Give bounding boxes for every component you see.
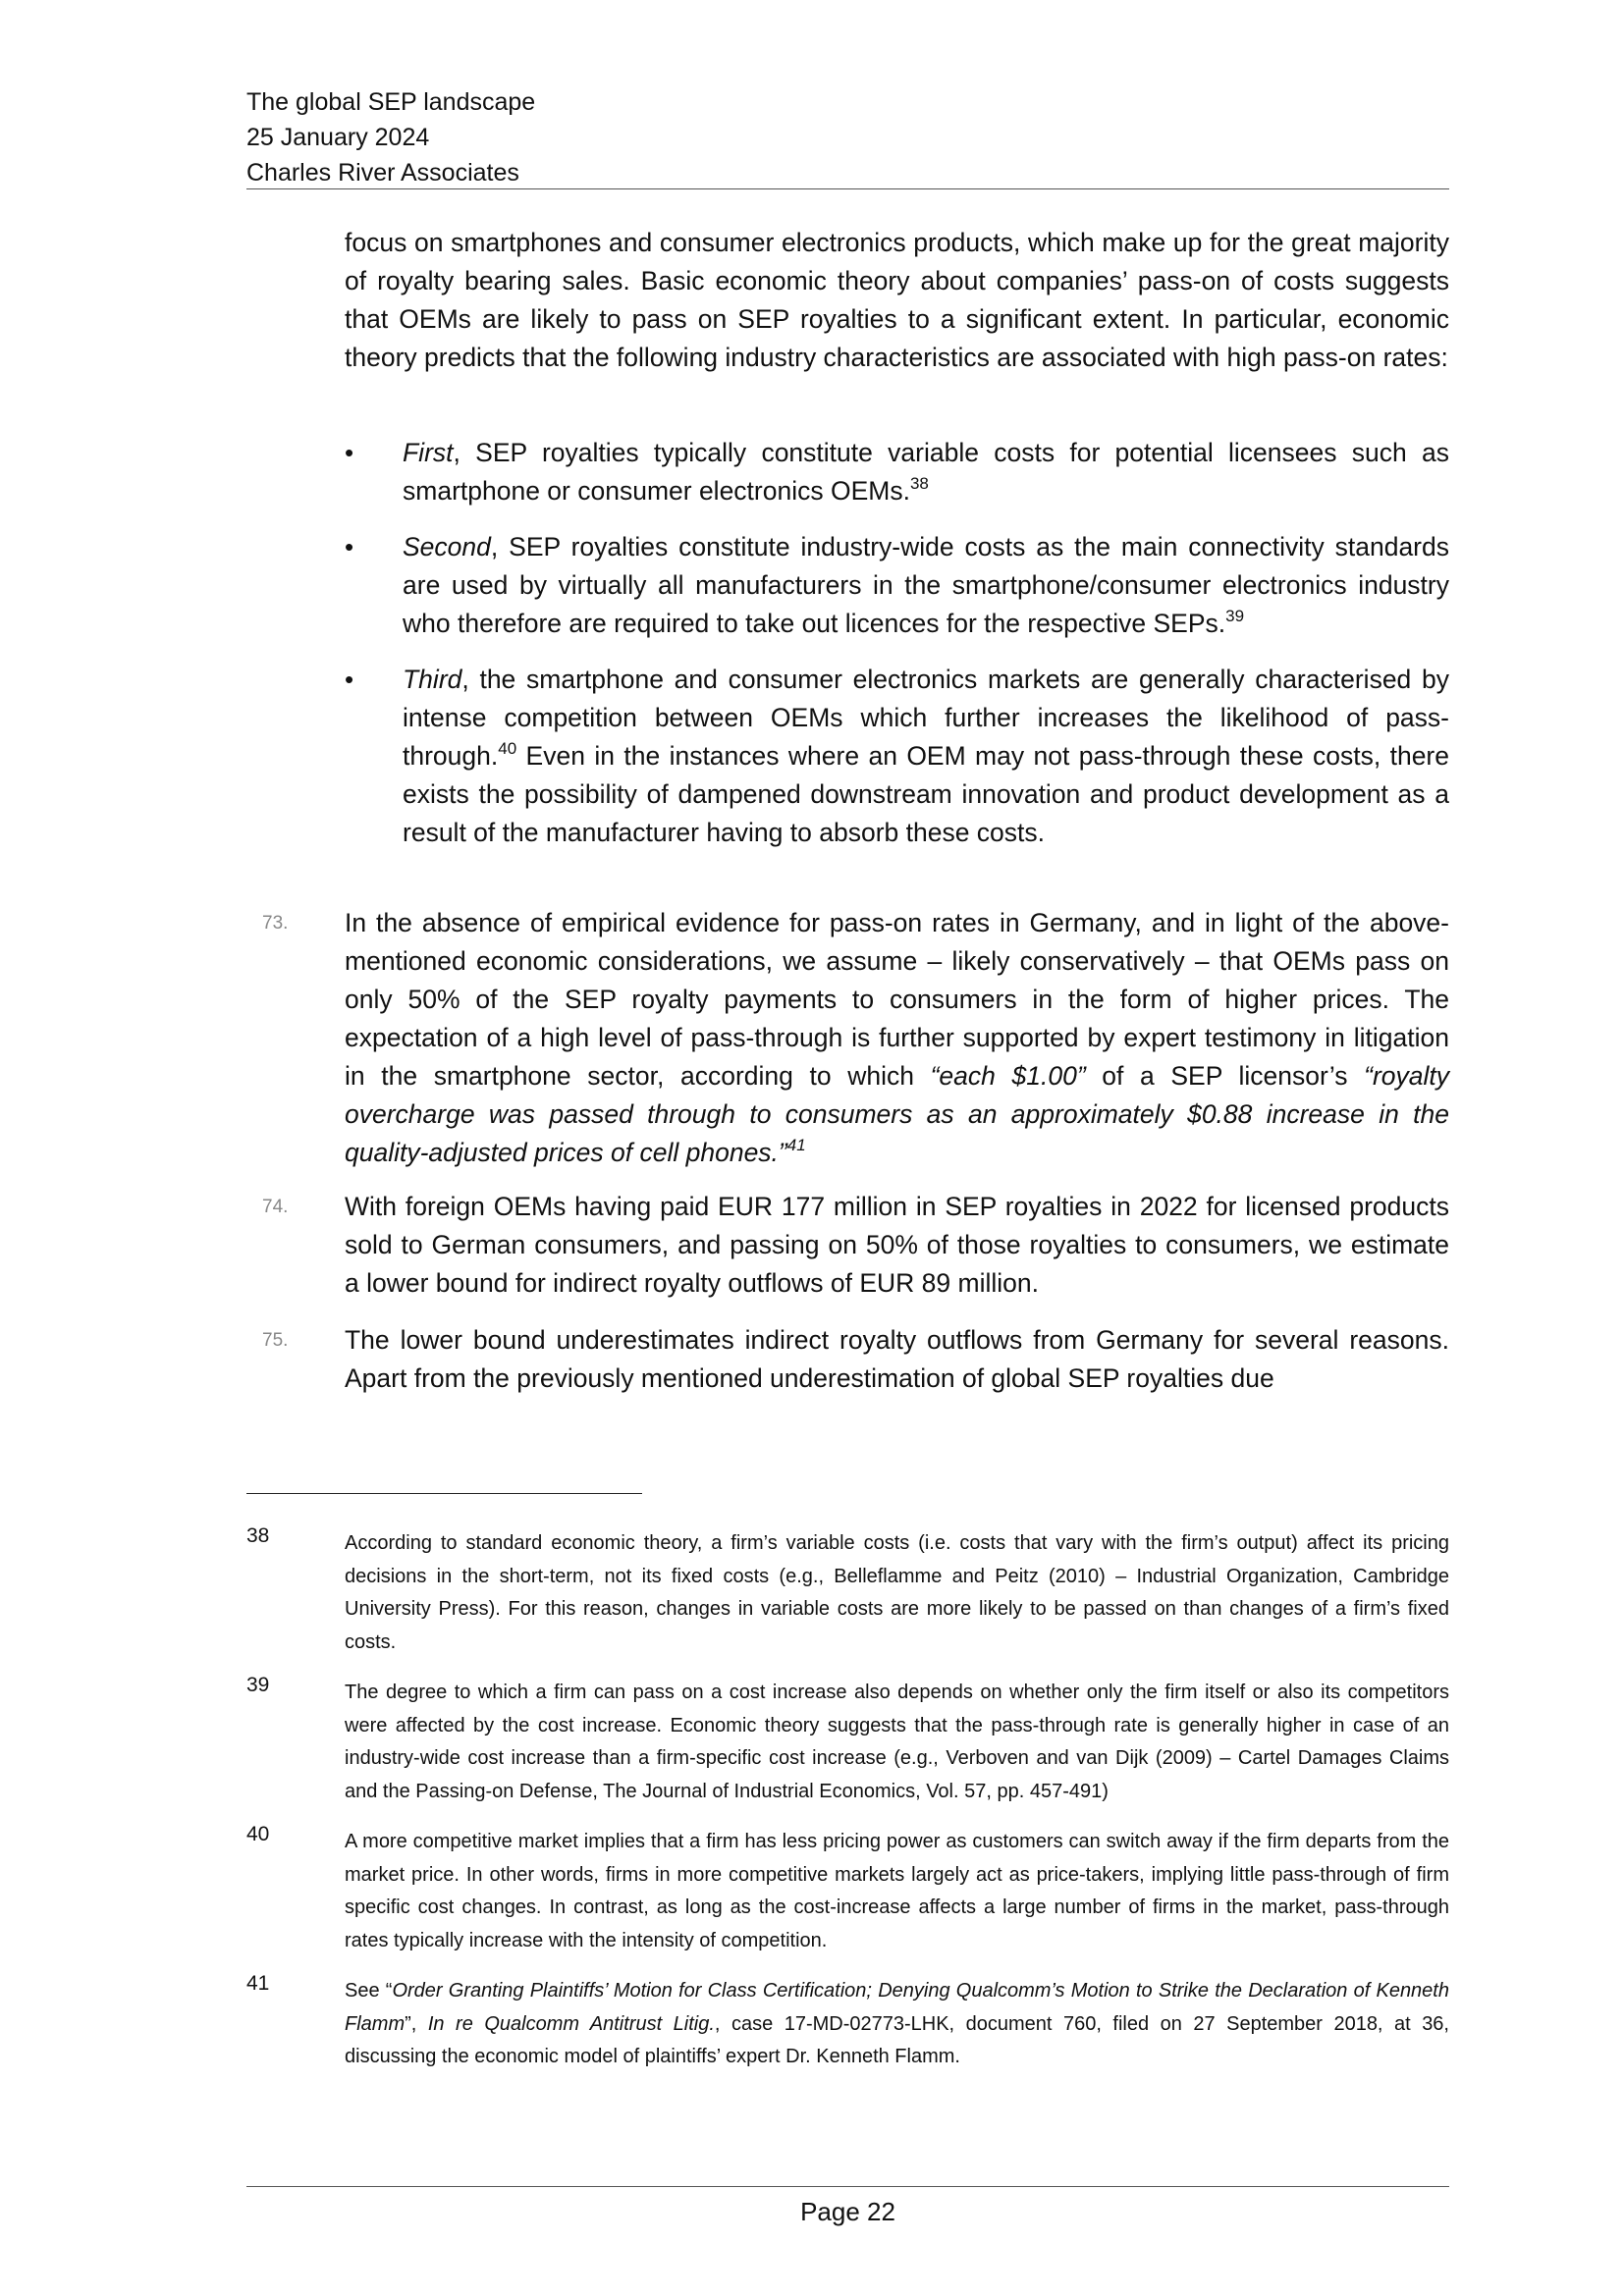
- footnote-text: According to standard economic theory, a firm’s variable costs (i.e. costs that vary with the firm’s output) affect its pricing decisions in the short-term, not its fixed costs (e.g., Belleflamme and Peitz (2010) – Industrial Organization, Cambridge University Press). For this reason, changes in variable costs are more likely to be passed on than changes of a firm’s fixed costs.: [345, 1532, 1449, 1653]
- paragraph-number: 73.: [262, 913, 289, 934]
- header-organization: Charles River Associates: [246, 159, 519, 187]
- paragraph-text: [345, 904, 1449, 1172]
- quote-each-dollar: “each $1.00”: [930, 1061, 1086, 1091]
- quote-overcharge: “royalty overcharge was passed through to consumers as an approximately $0.88 increase in the quality-adjusted prices of cell phones.”: [345, 1061, 1450, 1167]
- bullet-text: , SEP royalties constitute industry-wide costs as the main connectivity standards are used by virtually all manufacturers in the smartphone/consumer electronics industry who therefore are required to take out licences for the respective SEPs.: [403, 532, 1449, 638]
- footnote-separator: [246, 1493, 642, 1494]
- footer-divider: [246, 2186, 1449, 2187]
- header-divider: [246, 188, 1449, 189]
- bullet-text: , the smartphone and consumer electronics markets are generally characterised by intense competition between OEMs which further increases the likelihood of pass-through.: [403, 665, 1449, 771]
- footnote-ref[interactable]: 40: [498, 739, 517, 758]
- paragraph-text: With foreign OEMs having paid EUR 177 million in SEP royalties in 2022 for licensed products sold to German consumers, and passing on 50% of those royalties to consumers, we estimate a lower bound for indirect royalty outflows of EUR 89 million.: [345, 1192, 1449, 1298]
- bullet-lead: Third: [403, 665, 462, 694]
- numbered-paragraph-75: [246, 1321, 1449, 1398]
- footnote-text: A more competitive market implies that a firm has less pricing power as customers can switch away if the firm departs from the market price. In other words, firms in more competitive markets largely act as price-takers, implying little pass-through of firm specific cost changes. In contrast, as long as the cost-increase affects a large number of firms in the market, pass-through rates typically increase with the intensity of competition.: [345, 1831, 1449, 1951]
- footnote-ref[interactable]: 39: [1225, 607, 1245, 625]
- header-report-title: The global SEP landscape: [246, 88, 536, 116]
- page-header: [246, 84, 1449, 190]
- bullet-lead: First: [403, 438, 454, 467]
- header-date: 25 January 2024: [246, 124, 430, 151]
- footnote-41: [246, 1972, 1449, 2074]
- paragraph-number: 75.: [262, 1330, 289, 1351]
- paragraph-text: The lower bound underestimates indirect royalty outflows from Germany for several reasons. Apart from the previously mentioned underestimation of global SEP royalties due: [345, 1325, 1449, 1393]
- intro-text: focus on smartphones and consumer electronics products, which make up for the great majority of royalty bearing sales. Basic economic theory about companies’ pass-on of costs suggests that OEMs are likely to pass on SEP royalties to a significant extent. In particular, economic theory predicts that the following industry characteristics are associated with high pass-on rates:: [345, 228, 1449, 372]
- footnote-39: [246, 1674, 1449, 1808]
- footnote-ref[interactable]: 41: [786, 1136, 806, 1154]
- bullet-item: [345, 528, 1449, 643]
- bullet-dot-icon: •: [345, 665, 354, 694]
- footnote-mid: ”,: [405, 2012, 428, 2035]
- intro-paragraph: [345, 224, 1449, 377]
- footnote-ref[interactable]: 38: [909, 474, 929, 493]
- footnote-pre: See “: [345, 1980, 393, 2002]
- footnote-number: 41: [246, 1972, 270, 1995]
- page-number: Page 22: [800, 2197, 895, 2226]
- paragraph-mid: of a SEP licensor’s: [1085, 1061, 1365, 1091]
- footnote-text: [345, 1975, 1449, 2074]
- footnote-38: [246, 1524, 1449, 1659]
- footnote-number: 38: [246, 1524, 270, 1547]
- footnote-post: , case 17-MD-02773-LHK, document 760, filed on 27 September 2018, at 36, discussing the economic model of plaintiffs’ expert Dr. Kenneth Flamm.: [345, 2012, 1449, 2067]
- paragraph-number: 74.: [262, 1197, 289, 1217]
- bullet-dot-icon: •: [345, 438, 354, 467]
- footnote-order-title: Order Granting Plaintiffs’ Motion for Class Certification; Denying Qualcomm’s Motion to Strike the Declaration of Kenneth Flamm: [345, 1980, 1449, 2035]
- footnote-number: 40: [246, 1823, 270, 1845]
- footnote-40: [246, 1823, 1449, 1957]
- bullet-item: [345, 434, 1449, 510]
- bullet-lead: Second: [403, 532, 491, 561]
- bullet-list: [345, 434, 1449, 870]
- numbered-paragraph-74: [246, 1188, 1449, 1303]
- bullet-dot-icon: •: [345, 532, 354, 561]
- footnote-text: The degree to which a firm can pass on a cost increase also depends on whether only the firm itself or also its competitors were affected by the cost increase. Economic theory suggests that the pass-through rate is generally higher in case of an industry-wide cost increase than a firm-specific cost increase (e.g., Verboven and van Dijk (2009) – Cartel Damages Claims and the Passing-on Defense, The Journal of Industrial Economics, Vol. 57, pp. 457-491): [345, 1682, 1449, 1802]
- bullet-text: , SEP royalties typically constitute variable costs for potential licensees such as smartphone or consumer electronics OEMs.: [403, 438, 1449, 506]
- bullet-text-continued: Even in the instances where an OEM may not pass-through these costs, there exists the possibility of dampened downstream innovation and product development as a result of the manufacturer having to absorb these costs.: [403, 741, 1449, 847]
- bullet-item: [345, 661, 1449, 852]
- footnotes-section: [246, 1524, 1449, 2092]
- paragraph-body: In the absence of empirical evidence for pass-on rates in Germany, and in light of the above-mentioned economic considerations, we assume – likely conservatively – that OEMs pass on only 50% of the SEP royalty payments to consumers in the form of higher prices. The expectation of a high level of pass-through is further supported by expert testimony in litigation in the smartphone sector, according to which: [345, 908, 1449, 1091]
- numbered-paragraph-73: [246, 904, 1449, 1172]
- footnote-number: 39: [246, 1674, 270, 1696]
- footnote-case-name: In re Qualcomm Antitrust Litig.: [427, 2012, 715, 2035]
